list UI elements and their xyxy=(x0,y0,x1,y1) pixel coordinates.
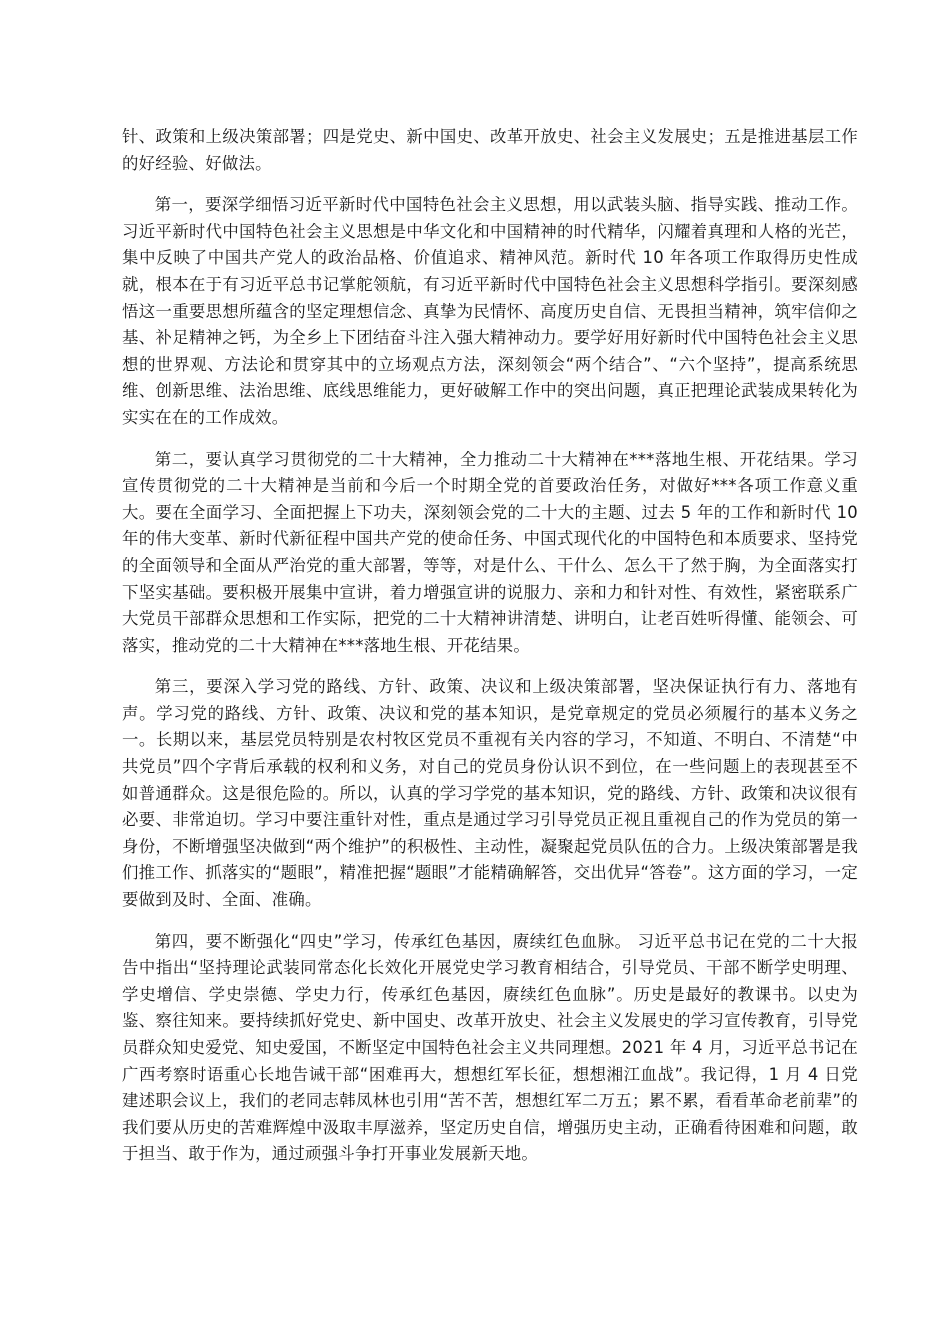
document-page xyxy=(122,124,858,1183)
paragraph-continuation: 针、政策和上级决策部署；四是党史、新中国史、改革开放史、社会主义发展史；五是推进基层工作的好经验、好做法。 xyxy=(122,127,858,173)
paragraph-second-point: 第二，要认真学习贯彻党的二十大精神，全力推动二十大精神在***落地生根、开花结果。学习宣传贯彻党的二十大精神是当前和今后一个时期全党的首要政治任务，对做好***各项工作意义重大。要在全面学习、全面把握上下功夫，深刻领会党的二十大的主题、过去 5 年的工作和新时代 10 年的伟大变革、新时代新征程中国共产党的使命任务、中国式现代化的中国特色和本质要求、坚持党的全面领导和全面从严治党的重大部署，等等，对是什么、干什么、怎么干了然于胸，为全面落实打下坚实基础。要积极开展集中宣讲，着力增强宣讲的说服力、亲和力和针对性、有效性，紧密联系广大党员干部群众思想和工作实际，把党的二十大精神讲清楚、讲明白，让老百姓听得懂、能领会、可落实，推动党的二十大精神在***落地生根、开花结果。 xyxy=(122,449,858,655)
paragraph-third-point: 第三，要深入学习党的路线、方针、政策、决议和上级决策部署，坚决保证执行有力、落地有声。学习党的路线、方针、政策、决议和党的基本知识，是党章规定的党员必须履行的基本义务之一。长期以来，基层党员特别是农村牧区党员不重视有关内容的学习，不知道、不明白、不清楚“中共党员”四个字背后承载的权利和义务，对自己的党员身份认识不到位，在一些问题上的表现甚至不如普通群众。这是很危险的。所以，认真的学习学党的基本知识，党的路线、方针、政策和决议很有必要、非常迫切。学习中要注重针对性，重点是通过学习引导党员正视且重视自己的作为党员的第一身份，不断增强坚决做到“两个维护”的积极性、主动性，凝聚起党员队伍的合力。上级决策部署是我们推工作、抓落实的“题眼”，精准把握“题眼”才能精确解答，交出优异“答卷”。这方面的学习，一定要做到及时、全面、准确。 xyxy=(122,677,858,910)
paragraph-first-point: 第一，要深学细悟习近平新时代中国特色社会主义思想，用以武装头脑、指导实践、推动工作。习近平新时代中国特色社会主义思想是中华文化和中国精神的时代精华，闪耀着真理和人格的光芒，集中反映了中国共产党人的政治品格、价值追求、精神风范。新时代 10 年各项工作取得历史性成就，根本在于有习近平总书记掌舵领航，有习近平新时代中国特色社会主义思想科学指引。要深刻感悟这一重要思想所蕴含的坚定理想信念、真挚为民情怀、高度历史自信、无畏担当精神，筑牢信仰之基、补足精神之钙，为全乡上下团结奋斗注入强大精神动力。要学好用好新时代中国特色社会主义思想的世界观、方法论和贯穿其中的立场观点方法，深刻领会“两个结合”、“六个坚持”，提高系统思维、创新思维、法治思维、底线思维能力，更好破解工作中的突出问题，真正把理论武装成果转化为实实在在的工作成效。 xyxy=(122,195,858,427)
paragraph-fourth-point: 第四，要不断强化“四史”学习，传承红色基因，赓续红色血脉。 习近平总书记在党的二十大报告中指出“坚持理论武装同常态化长效化开展党史学习教育相结合，引导党员、干部不断学史明理、学史增信、学史崇德、学史力行，传承红色基因，赓续红色血脉”。历史是最好的教课书。以史为鉴、察往知来。要持续抓好党史、新中国史、改革开放史、社会主义发展史的学习宣传教育，引导党员群众知史爱党、知史爱国，不断坚定中国特色社会主义共同理想。2021 年 4 月，习近平总书记在广西考察时语重心长地告诫干部“困难再大，想想红军长征，想想湘江血战”。我记得，1 月 4 日党建述职会议上，我们的老同志韩凤林也引用“苦不苦，想想红军二万五；累不累，看看革命老前辈”的我们要从历史的苦难辉煌中汲取丰厚滋养，坚定历史自信，增强历史主动，正确看待困难和问题，敢于担当、敢于作为，通过顽强斗争打开事业发展新天地。 xyxy=(122,931,858,1164)
